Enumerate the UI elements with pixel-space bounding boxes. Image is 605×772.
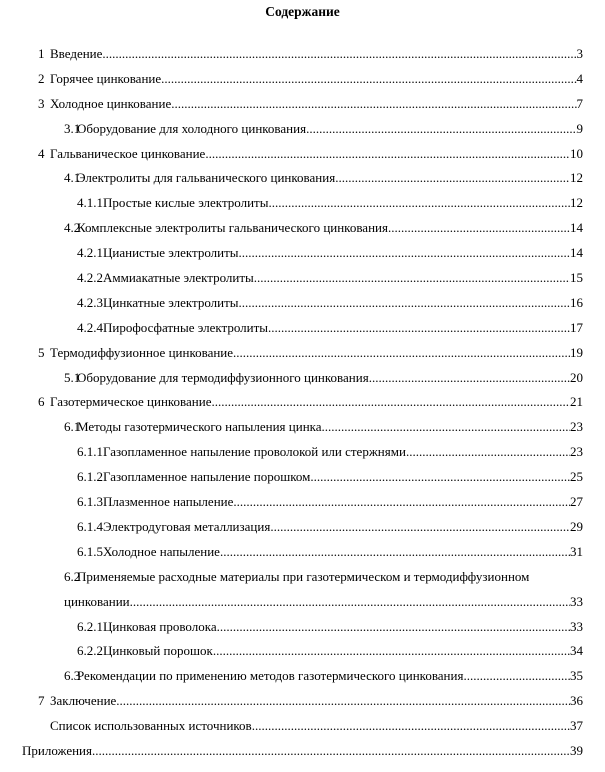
toc-entry-page: 16 bbox=[570, 294, 583, 310]
dot-leader bbox=[306, 117, 576, 142]
dot-leader bbox=[369, 366, 570, 391]
toc-entry-text: Приложения bbox=[22, 742, 92, 758]
toc-entry[interactable] bbox=[0, 142, 605, 167]
toc-entry[interactable] bbox=[0, 92, 605, 117]
dot-leader bbox=[233, 341, 570, 366]
page-title: Содержание bbox=[265, 4, 340, 19]
toc-entry-text: Применяемые расходные материалы при газотермическом и термодиффузионном bbox=[77, 568, 530, 584]
toc-entry-page: 29 bbox=[570, 518, 583, 534]
toc-entry-number: 7 bbox=[38, 693, 45, 709]
toc-entry-number: 1 bbox=[38, 46, 45, 61]
toc-entry[interactable] bbox=[0, 415, 605, 440]
toc-entry[interactable] bbox=[0, 291, 605, 316]
dot-leader bbox=[220, 540, 570, 565]
toc-entry[interactable] bbox=[0, 316, 605, 341]
toc-entry-number: 6.1.1 bbox=[77, 444, 103, 460]
toc-entry-page: 33 bbox=[570, 618, 583, 634]
dot-leader bbox=[463, 664, 570, 689]
toc-entry-page: 3 bbox=[576, 46, 583, 61]
toc-entry-page: 17 bbox=[570, 319, 583, 335]
toc-entry-text: Заключение bbox=[50, 693, 117, 709]
table-of-contents bbox=[0, 42, 605, 764]
toc-entry[interactable] bbox=[0, 67, 605, 92]
toc-entry[interactable] bbox=[0, 739, 605, 764]
toc-entry-number: 6.2 bbox=[64, 568, 81, 584]
toc-entry-page: 27 bbox=[570, 494, 583, 510]
toc-entry-number: 6.1.3 bbox=[77, 494, 103, 510]
toc-entry[interactable] bbox=[0, 440, 605, 465]
toc-entry[interactable] bbox=[0, 241, 605, 266]
toc-entry[interactable] bbox=[0, 515, 605, 540]
toc-entry-number: 4.1.1 bbox=[77, 195, 103, 211]
toc-entry-text: Комплексные электролиты гальванического цинкования bbox=[77, 220, 388, 236]
dot-leader bbox=[335, 166, 570, 191]
dot-leader bbox=[102, 42, 576, 67]
toc-entry-text-continued: цинковании. bbox=[64, 593, 133, 609]
toc-entry-page: 23 bbox=[570, 419, 583, 435]
dot-leader bbox=[239, 291, 570, 316]
toc-entry[interactable] bbox=[0, 490, 605, 515]
toc-entry-text: Введение bbox=[50, 46, 103, 61]
toc-entry-page: 25 bbox=[570, 469, 583, 485]
toc-entry-number: 6.1.5 bbox=[77, 543, 103, 559]
toc-entry-page: 9 bbox=[576, 120, 583, 136]
toc-entry-number: 4.1 bbox=[64, 170, 81, 186]
dot-leader bbox=[205, 142, 570, 167]
toc-entry-page: 10 bbox=[570, 145, 583, 161]
toc-entry-text: Оборудование для холодного цинкования bbox=[77, 120, 307, 136]
dot-leader bbox=[406, 440, 570, 465]
toc-entry-number: 2 bbox=[38, 70, 45, 86]
toc-entry-text: Гальваническое цинкование bbox=[50, 145, 206, 161]
toc-entry[interactable] bbox=[0, 714, 605, 739]
toc-entry[interactable] bbox=[0, 390, 605, 415]
toc-entry[interactable] bbox=[0, 540, 605, 565]
toc-entry[interactable] bbox=[0, 565, 605, 615]
toc-entry[interactable] bbox=[0, 191, 605, 216]
toc-entry-page: 34 bbox=[570, 643, 583, 659]
toc-entry-text: Плазменное напыление bbox=[103, 494, 234, 510]
toc-entry[interactable] bbox=[0, 216, 605, 241]
toc-entry-number: 6 bbox=[38, 394, 45, 410]
dot-leader bbox=[270, 515, 570, 540]
toc-entry-page: 23 bbox=[570, 444, 583, 460]
toc-entry-number: 3.1 bbox=[64, 120, 81, 136]
toc-entry-number: 5.1 bbox=[64, 369, 81, 385]
toc-entry-number: 6.2.2 bbox=[77, 643, 103, 659]
toc-entry-page: 21 bbox=[570, 394, 583, 410]
toc-entry-text: Электродуговая металлизация bbox=[103, 518, 271, 534]
dot-leader bbox=[133, 590, 570, 615]
toc-entry-text: Газопламенное напыление проволокой или стержнями bbox=[103, 444, 406, 460]
dot-leader bbox=[171, 92, 576, 117]
toc-entry-page: 12 bbox=[570, 195, 583, 211]
toc-entry-number: 6.3 bbox=[64, 668, 81, 684]
toc-entry[interactable] bbox=[0, 639, 605, 664]
toc-entry-text: Газотермическое цинкование bbox=[50, 394, 212, 410]
toc-entry-text: Список использованных источников bbox=[50, 718, 252, 734]
toc-entry-number: 6.1.2 bbox=[77, 469, 103, 485]
toc-entry-text: Холодное цинкование bbox=[50, 95, 172, 111]
toc-entry[interactable] bbox=[0, 266, 605, 291]
toc-entry-number: 4.2.4 bbox=[77, 319, 103, 335]
toc-entry-text: Холодное напыление bbox=[103, 543, 220, 559]
toc-entry[interactable] bbox=[0, 117, 605, 142]
toc-entry[interactable] bbox=[0, 465, 605, 490]
toc-entry-page: 35 bbox=[570, 668, 583, 684]
toc-entry-number: 4.2.2 bbox=[77, 270, 103, 286]
dot-leader bbox=[268, 191, 570, 216]
toc-entry-number: 5 bbox=[38, 344, 45, 360]
dot-leader bbox=[92, 739, 570, 764]
toc-entry-page: 36 bbox=[570, 693, 583, 709]
toc-entry-number: 6.1.4 bbox=[77, 518, 103, 534]
toc-entry-page: 31 bbox=[570, 543, 583, 559]
toc-entry-page: 7 bbox=[576, 95, 583, 111]
toc-entry-page: 37 bbox=[570, 718, 583, 734]
dot-leader bbox=[233, 490, 570, 515]
dot-leader bbox=[161, 67, 576, 92]
toc-entry-number: 4.2 bbox=[64, 220, 81, 236]
toc-entry-number: 4.2.3 bbox=[77, 294, 103, 310]
toc-entry-number: 3 bbox=[38, 95, 45, 111]
toc-entry[interactable] bbox=[0, 366, 605, 391]
dot-leader bbox=[254, 266, 570, 291]
dot-leader bbox=[211, 390, 570, 415]
toc-entry-text: Пирофосфатные электролиты bbox=[103, 319, 269, 335]
toc-entry-page: 19 bbox=[570, 344, 583, 360]
toc-entry-text: Простые кислые электролиты bbox=[103, 195, 269, 211]
dot-leader bbox=[252, 714, 570, 739]
toc-entry-page: 14 bbox=[570, 245, 583, 261]
toc-entry[interactable] bbox=[0, 341, 605, 366]
toc-entry-text: Горячее цинкование bbox=[50, 70, 162, 86]
toc-entry-text: Оборудование для термодиффузионного цинкования bbox=[77, 369, 369, 385]
toc-entry-text: Цинкатные электролиты bbox=[103, 294, 239, 310]
toc-entry-text: Цинковая проволока bbox=[103, 618, 217, 634]
toc-entry-page: 15 bbox=[570, 270, 583, 286]
toc-entry-number: 4.2.1 bbox=[77, 245, 103, 261]
toc-entry-page: 14 bbox=[570, 220, 583, 236]
toc-entry-page: 12 bbox=[570, 170, 583, 186]
toc-entry-text: Цинковый порошок bbox=[103, 643, 213, 659]
toc-entry-page: 4 bbox=[576, 70, 583, 86]
toc-entry[interactable] bbox=[0, 664, 605, 689]
toc-entry-page: 20 bbox=[570, 369, 583, 385]
dot-leader bbox=[116, 689, 570, 714]
toc-entry-text: Термодиффузионное цинкование bbox=[50, 344, 234, 360]
toc-entry[interactable] bbox=[0, 42, 605, 67]
dot-leader bbox=[217, 615, 570, 640]
toc-entry-number: 6.2.1 bbox=[77, 618, 103, 634]
toc-entry-text: Рекомендации по применению методов газотермического цинкования bbox=[77, 668, 464, 684]
dot-leader bbox=[322, 415, 570, 440]
toc-entry-text: Цианистые электролиты bbox=[103, 245, 239, 261]
toc-entry[interactable] bbox=[0, 689, 605, 714]
toc-entry-page: 33 bbox=[570, 593, 583, 609]
toc-entry[interactable] bbox=[0, 615, 605, 640]
toc-entry[interactable] bbox=[0, 166, 605, 191]
toc-entry-number: 4 bbox=[38, 145, 45, 161]
toc-entry-text: Газопламенное напыление порошком bbox=[103, 469, 311, 485]
toc-entry-text: Аммиакатные электролиты bbox=[103, 270, 254, 286]
toc-entry-page: 39 bbox=[570, 742, 583, 758]
dot-leader bbox=[239, 241, 570, 266]
dot-leader bbox=[388, 216, 570, 241]
toc-entry-text: Электролиты для гальванического цинкования bbox=[77, 170, 336, 186]
dot-leader bbox=[268, 316, 570, 341]
toc-entry-text: Методы газотермического напыления цинка bbox=[77, 419, 322, 435]
toc-entry-number: 6.1 bbox=[64, 419, 81, 435]
dot-leader bbox=[310, 465, 570, 490]
dot-leader bbox=[213, 639, 570, 664]
